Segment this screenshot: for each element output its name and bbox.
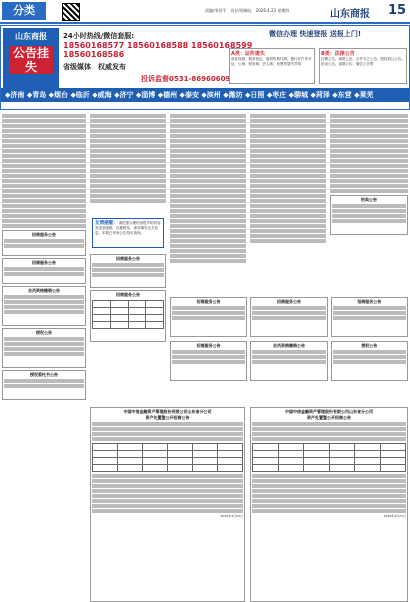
brand-slogan: 公告挂失: [9, 46, 53, 74]
notice-block: [250, 297, 327, 337]
notice-org: 中国中信金融资产管理股份有限公司山东省分公司: [285, 409, 373, 414]
notice-title: 招商服务公告: [196, 343, 221, 348]
column-3: [170, 113, 246, 293]
notice-grid: [170, 295, 408, 385]
brand-block: [3, 28, 59, 88]
category-a-text: 营业执照、税务登记、组织机构代码、银行开户许可证、公章、财务章、法人章、发票等遗失声明: [231, 57, 312, 66]
category-a-title: A类：证件遗失: [231, 51, 265, 57]
top-bar: [0, 0, 410, 24]
category-b-box: [319, 48, 407, 84]
notice-block: [331, 297, 408, 337]
hotline-numbers: 18560168577 18560168588 18560168599 18560168586: [63, 41, 253, 59]
reminder-title: 友情提醒：: [95, 221, 118, 226]
notice-table: [92, 300, 164, 329]
notice-title: 资产处置暨公开招商公告: [307, 415, 351, 420]
notice-title: 授权公告: [36, 330, 52, 335]
notice-block: [90, 254, 166, 288]
column-1: [2, 113, 86, 600]
notice-block: [170, 341, 247, 381]
complaint-hotline: 投诉监督0531-86960609: [141, 75, 231, 83]
notice-block: [331, 341, 408, 381]
brand-name: 山东商报: [15, 32, 47, 41]
notice-block: [170, 297, 247, 337]
notice-title: 招商服务公告: [116, 292, 140, 297]
notice-title: 招商服务公告: [276, 299, 301, 304]
reminder-callout: [92, 218, 164, 248]
notice-title: 授权委托书公告: [30, 372, 58, 377]
column-4: [250, 113, 326, 273]
media-slogan: 省级媒体 权威发布: [63, 63, 126, 71]
ad-banner: [0, 25, 410, 110]
notice-block: [2, 230, 86, 256]
category-b-text: 注销公告、减资公告、合并分立公告、股权转让公告、拍卖公告、清算公告、催告公告等: [321, 57, 405, 66]
notice-title: 会员资格撤销公告: [272, 343, 305, 348]
reminder-text: 请把需办理的登报声明内容发送至邮箱，以便核实，请勿填写无关信息，本报已刊登公告均可查询。: [95, 221, 161, 235]
asset-table: [252, 443, 406, 472]
notice-date: 2026年4月23日: [383, 514, 406, 518]
notice-title: 招商服务公告: [32, 232, 56, 237]
notice-title: 会员资格撤销公告: [28, 288, 60, 293]
notice-org: 中国中信金融资产管理股份有限公司山东省分公司: [123, 409, 212, 414]
notice-date: 2026年4月23日: [220, 514, 243, 518]
notice-title: 拍卖公告: [361, 197, 377, 202]
notice-title: 招商服务公告: [196, 299, 221, 304]
notice-title: 招商服务公告: [357, 299, 382, 304]
paper-name: 山东商报: [330, 9, 370, 20]
asset-table: [92, 443, 243, 472]
notice-block: [2, 286, 86, 326]
notice-block: [2, 370, 86, 400]
page-number: 15: [388, 3, 407, 18]
notice-title: 授权公告: [361, 343, 378, 348]
column-2-lower: [90, 252, 166, 402]
page-meta: 责编/李西平 设计/邢楠仪 2026.4.23 星期四: [205, 8, 290, 13]
category-a-box: [229, 48, 315, 84]
notice-title: 招商服务公告: [32, 260, 56, 265]
notice-block: [2, 328, 86, 368]
column-2: [90, 113, 166, 213]
section-tag: 分类: [2, 2, 46, 20]
wechat-promo: 微信办理 快速登报 送报上门!: [269, 30, 362, 38]
qr-code-icon: [62, 3, 80, 21]
hotline-label: 24小时热线/微信套服:: [63, 32, 135, 40]
city-strip: ◆济南 ◆青岛 ◆烟台 ◆临沂 ◆威海 ◆济宁 ◆淄博 ◆德州 ◆泰安 ◆滨州 ◆潍坊 ◆日照 ◆枣庄 ◆聊城 ◆菏泽 ◆东营 ◆莱芜: [1, 88, 409, 102]
notice-title: 招商服务公告: [116, 256, 140, 261]
notice-block: [90, 290, 166, 342]
notice-title: 资产处置暨公开招商公告: [145, 415, 190, 420]
category-b-title: B类：法律公告: [321, 51, 355, 57]
asset-notice-right: [250, 407, 408, 602]
column-5: [330, 113, 408, 313]
notice-block: [330, 195, 408, 235]
asset-notice-left: [90, 407, 245, 602]
notice-block: [2, 258, 86, 284]
notice-block: [250, 341, 327, 381]
